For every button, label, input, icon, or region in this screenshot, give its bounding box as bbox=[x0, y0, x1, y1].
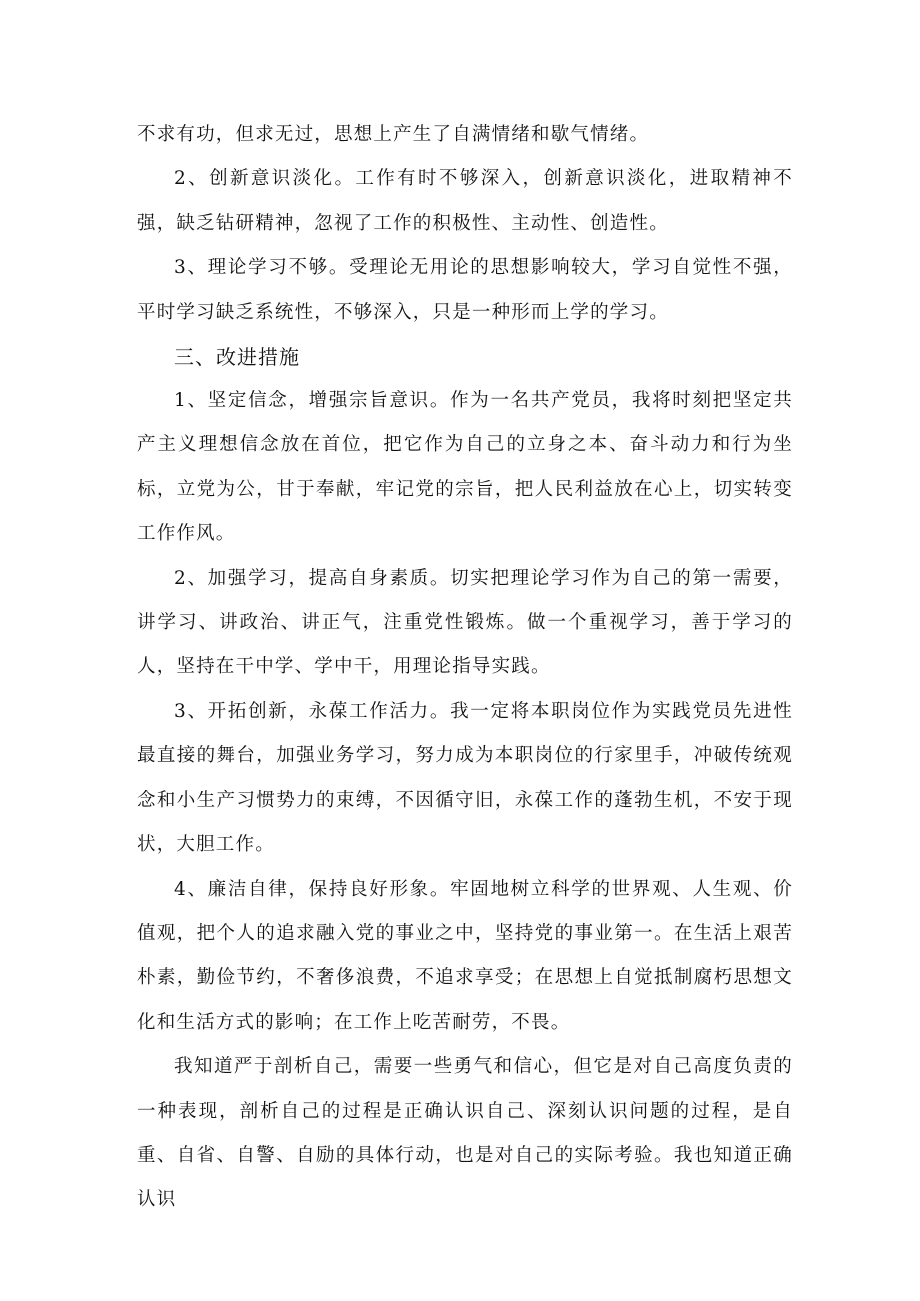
paragraph-reflection: 我知道严于剖析自己，需要一些勇气和信心，但它是对自己高度负责的一种表现，剖析自己的过程是正确认识自己、深刻认识问题的过程，是自重、自省、自警、自励的具体行动，也是对自己的实际考验。我也知道正确认识 bbox=[137, 1056, 793, 1211]
paragraph-theory-study: 3、理论学习不够。受理论无用论的思想影响较大，学习自觉性不强，平时学习缺乏系统性，不够深入，只是一种形而上学的学习。 bbox=[137, 257, 793, 323]
paragraph-innovation: 2、创新意识淡化。工作有时不够深入，创新意识淡化，进取精神不强，缺乏钻研精神，忽视了工作的积极性、主动性、创造性。 bbox=[137, 168, 793, 234]
paragraph-continuation: 不求有功，但求无过，思想上产生了自满情绪和歇气情绪。 bbox=[137, 124, 650, 145]
paragraph-measure-3: 3、开拓创新，永葆工作活力。我一定将本职岗位作为实践党员先进性最直接的舞台，加强业务学习，努力成为本职岗位的行家里手，冲破传统观念和小生产习惯势力的束缚，不因循守旧，永葆工作的蓬勃生机，不安于现状，大胆工作。 bbox=[137, 700, 793, 856]
section-heading: 三、改进措施 bbox=[174, 345, 300, 370]
paragraph-measure-4: 4、廉洁自律，保持良好形象。牢固地树立科学的世界观、人生观、价值观，把个人的追求融入党的事业之中，坚持党的事业第一。在生活上艰苦朴素，勤俭节约，不奢侈浪费，不追求享受；在思想上自觉抵制腐朽思想文化和生活方式的影响；在工作上吃苦耐劳，不畏。 bbox=[137, 878, 793, 1033]
document-body bbox=[137, 113, 793, 1223]
paragraph-measure-1: 1、坚定信念，增强宗旨意识。作为一名共产党员，我将时刻把坚定共产主义理想信念放在首位，把它作为自己的立身之本、奋斗动力和行为坐标，立党为公，甘于奉献，牢记党的宗旨，把人民利益放在心上，切实转变工作作风。 bbox=[137, 390, 793, 545]
paragraph-measure-2: 2、加强学习，提高自身素质。切实把理论学习作为自己的第一需要，讲学习、讲政治、讲正气，注重党性锻炼。做一个重视学习，善于学习的人，坚持在干中学、学中干，用理论指导实践。 bbox=[137, 567, 793, 678]
